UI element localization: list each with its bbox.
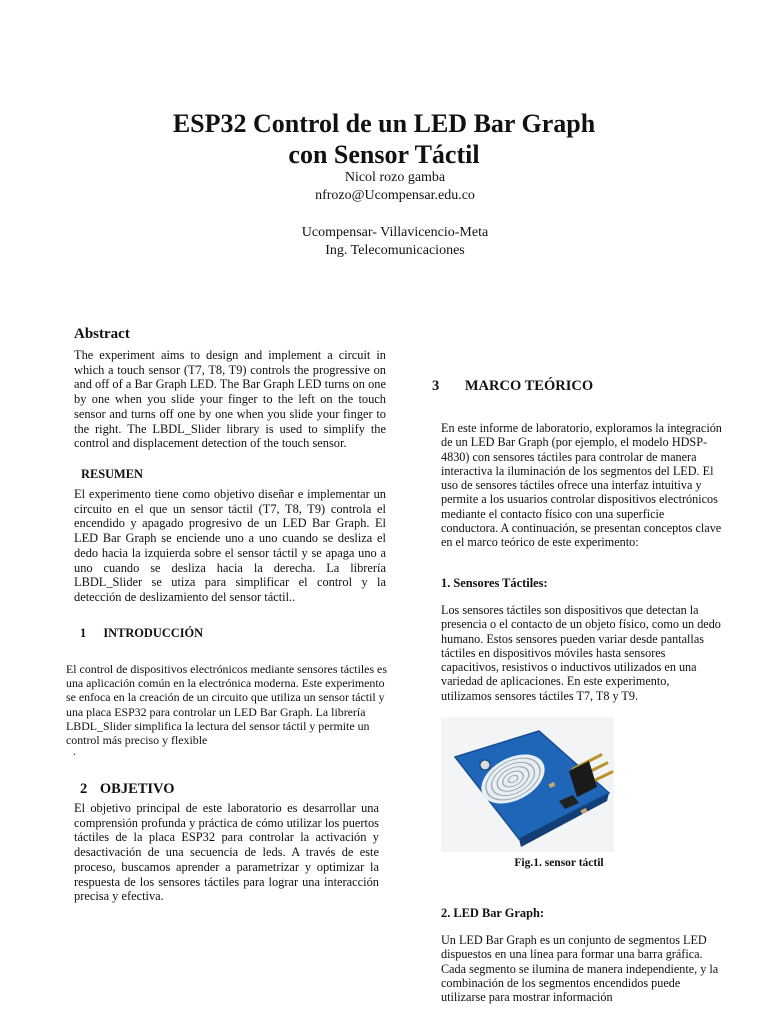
paper-title-line-1: ESP32 Control de un LED Bar Graph xyxy=(172,109,596,138)
section-number: 2 xyxy=(80,781,88,797)
figure-caption: Fig.1. sensor táctil xyxy=(514,857,604,869)
section-objetivo-heading xyxy=(80,781,175,798)
paper-title xyxy=(0,108,768,170)
resumen-text: El experimento tiene como objetivo diseñar e implementar un circuito en el que un sensor táctil (T7, T8, T9) controla el encendido y apagado progresivo de un LED Bar Graph. El LED Bar Graph se enciende uno a uno cuando se desliza el dedo hacia la izquierda sobre el sensor táctil y se apaga uno a uno cuando se desliza hacia la derecha. La librería LBDL_Slider se utiza para simplificar el control y la detección de deslizamiento del sensor táctil.. xyxy=(74,487,386,604)
author-email: nfrozo@Ucompensar.edu.co xyxy=(315,188,475,203)
author-name: Nicol rozo gamba xyxy=(344,170,446,185)
touch-sensor-illustration xyxy=(441,717,614,852)
section-title: MARCO TEÓRICO xyxy=(464,378,594,394)
ledbar-text: Un LED Bar Graph es un conjunto de segmentos LED dispuestos en una línea para formar una barra gráfica. Cada segmento se ilumina de manera independiente, y la combinación de los segmentos encendidos puede utilizarse para mostrar información xyxy=(441,933,719,1005)
touch-sensor-photo xyxy=(441,717,614,852)
author-affiliation: Ucompensar- Villavicencio-Meta xyxy=(301,225,489,240)
section-introduccion-heading xyxy=(80,626,203,641)
author-program: Ing. Telecomunicaciones xyxy=(325,243,465,258)
section-marco-heading xyxy=(432,378,593,395)
section-number: 3 xyxy=(432,378,440,394)
objetivo-text: El objetivo principal de este laboratorio es desarrollar una comprensión profunda y práctica de cómo utilizar los puertos táctiles de la placa ESP32 para controlar la activación y desactivación de una secuencia de leds. A través de este proceso, buscamos aprender a parametrizar y optimizar la respuesta de los sensores táctiles para lograr una interacción precisa y efectiva. xyxy=(74,801,379,904)
sensores-text: Los sensores táctiles son dispositivos que detectan la presencia o el contacto de un objeto físico, como un dedo humano. Estos sensores pueden variar desde pantallas táctiles en dispositivos móviles hasta sensores capacitivos, resistivos o inductivos utilizados en una variedad de aplicaciones. En este experimento, utilizamos sensores táctiles T7, T8 y T9. xyxy=(441,603,721,703)
resumen-heading: RESUMEN xyxy=(81,467,143,481)
section-number: 1 xyxy=(80,626,87,640)
marco-intro-text: En este informe de laboratorio, exploramos la integración de un LED Bar Graph (por ejemplo, el modelo HDSP-4830) con sensores táctiles para controlar de manera interactiva la iluminación de los segmentos del LED. El uso de sensores táctiles ofrece una interfaz intuitiva y permite a los usuarios controlar dispositivos electrónicos mediante el contacto físico con una superficie conductora. A continuación, se presentan conceptos clave en el marco teórico de este experimento: xyxy=(441,421,722,550)
abstract-heading: Abstract xyxy=(74,326,130,342)
abstract-text: The experiment aims to design and implement a circuit in which a touch sensor (T7, T8, T9) controls the progressive on and off of a Bar Graph LED. The Bar Graph LED turns on one by one when you slide your finger to the left on the touch sensor and turns off one by one when you slide your finger to the right. The LBDL_Slider library is used to simplify the control and displacement detection of the touch sensor. xyxy=(74,348,386,451)
introduccion-trailing-dot: . xyxy=(73,744,77,758)
paper-title-line-2: con Sensor Táctil xyxy=(288,140,480,169)
ledbar-subheading: 2. LED Bar Graph: xyxy=(441,906,545,920)
section-title: OBJETIVO xyxy=(99,781,175,797)
sensores-subheading: 1. Sensores Táctiles: xyxy=(441,576,548,590)
introduccion-text: El control de dispositivos electrónicos mediante sensores táctiles es una aplicación común en la electrónica moderna. Este experimento se enfoca en la creación de un circuito que utiliza un sensor táctil y una placa ESP32 para controlar un LED Bar Graph. La librería LBDL_Slider simplifica la lectura del sensor táctil y permite un control más preciso y flexible xyxy=(66,662,387,748)
section-title: INTRODUCCIÓN xyxy=(103,626,204,640)
